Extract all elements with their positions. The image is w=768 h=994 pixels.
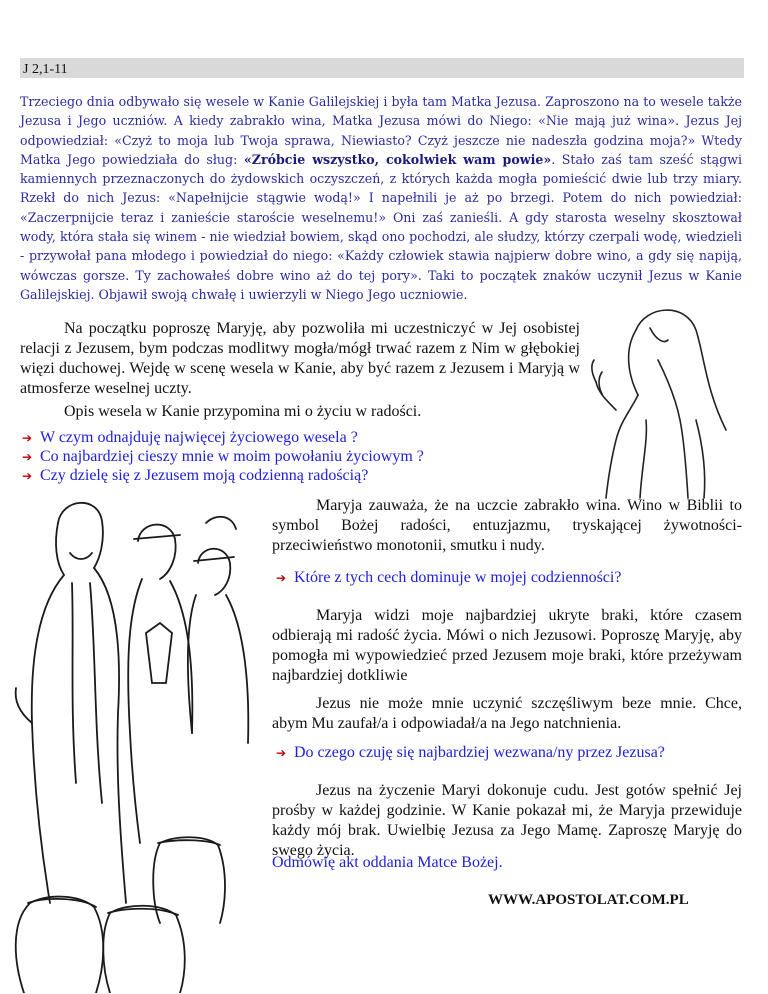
question-text: Co najbardziej cieszy mnie w moim powołaniu życiowym ? (40, 448, 424, 465)
daily-question-text: Które z tych cech dominuje w mojej codzienności? (294, 569, 622, 586)
lack-paragraph: Maryja widzi moje najbardziej ukryte braki, które czasem odbierają mi radość życia. Mówi o nich Jezusowi. Poproszę Maryję, aby pomogła mi wypowiedzieć przed Jezusem moje braki, które przeżywam najbardziej dotkliwie (272, 607, 742, 684)
happy-paragraph: Jezus nie może mnie uczynić szczęśliwym beze mnie. Chce, abym Mu zaufał/a i odpowiadał/a na Jego natchnienia. (272, 695, 742, 732)
wine-paragraph: Maryja zauważa, że na uczcie zabrakło wina. Wino w Biblii to symbol Bożej radości, entuzjazmu, tryskającej żywotności- przeciwieństwo monotonii, smutku i nudy. (272, 497, 742, 554)
call-question-text: Do czego czuję się najbardziej wezwana/ny przez Jezusa? (294, 744, 665, 761)
question-item (22, 428, 582, 447)
intro-paragraph: Na początku poproszę Maryję, aby pozwoliła mi uczestniczyć w Jej osobistej relacji z Jezusem, bym podczas modlitwy mogła/mógł trwać razem z Nim w głębokiej więzi duchowej. Wejdę w scenę wesela w Kanie, aby być razem z Jezusem i Maryją w atmosferze weselnej uczty. (20, 320, 580, 397)
scripture-reference: J 2,1-11 (23, 62, 68, 77)
miracle-paragraph: Jezus na życzenie Maryi dokonuje cudu. Jest gotów spełnić Jej prośby w każdej godzinie. W Kanie pokazał mi, że Maryja przewiduje każdy mój brak. Uwielbię Jezusa za Jego Mamę. Zaproszę Maryję do swego życia. (272, 782, 742, 859)
wedding-at-cana-illustration (10, 483, 270, 993)
praying-mary-illustration (576, 300, 746, 500)
arrow-right-icon: ➔ (276, 746, 287, 760)
gospel-emphasis: «Zróbcie wszystko, cokolwiek wam powie» (243, 151, 552, 167)
question-text: Czy dzielę się z Jezusem moją codzienną radością? (40, 467, 369, 484)
website-footer: WWW.APOSTOLAT.COM.PL (488, 892, 689, 908)
arrow-right-icon: ➔ (276, 571, 287, 585)
question-text: W czym odnajduję najwięcej życiowego wesela ? (40, 429, 358, 446)
question-item (22, 447, 582, 466)
daily-question (276, 568, 746, 588)
joy-paragraph: Opis wesela w Kanie przypomina mi o życiu w radości. (64, 403, 422, 420)
gospel-text-part2: . Stało zaś tam sześć stągwi kamiennych przeznaczonych do żydowskich oczyszczeń, z których każda mogła pomieścić dwie lub trzy miary. Rzekł do nich Jezus: «Napełnijcie stągwie wodą!» I napełnili je aż po brzegi. Potem do nich powiedział: «Zaczerpnijcie teraz i zanieście staroście weselnemu!» Oni zaś zanieśli. A gdy starosta weselny skosztował wody, która stała się winem - nie wiedział bowiem, skąd ono pochodzi, ale słudzy, którzy czerpali wodę, wiedzieli - przywołał pana młodego i powiedział do niego: «Każdy człowiek stawia najpierw dobre wino, a gdy się napiją, wówczas gorsze. Ty zachowałeś dobre wino aż do tej pory». Taki to początek znaków uczynił Jezus w Kanie Galilejskiej. Objawił swoją chwałę i uwierzyli w Niego Jego uczniowie. (20, 151, 742, 302)
question-list (22, 428, 582, 485)
gospel-passage (20, 92, 742, 304)
reference-bar (20, 58, 744, 78)
arrow-right-icon: ➔ (22, 469, 33, 483)
closing-line: Odmówię akt oddania Matce Bożej. (272, 854, 503, 871)
gospel-text-part1: Trzeciego dnia odbywało się wesele w Kanie Galilejskiej i była tam Matka Jezusa. Zaproszono na to wesele także Jezusa i Jego uczniów. A kiedy zabrakło wina, Matka Jezusa mówi do Niego: «Nie mają już wina». Jezus Jej odpowiedział: «Czyż to moja lub Twoja sprawa, Niewiasto? Czyż jeszcze nie nadeszła godzina moja?» Wtedy Matka Jego powiedziała do sług: (20, 94, 742, 167)
arrow-right-icon: ➔ (22, 450, 33, 464)
call-question (276, 743, 746, 763)
arrow-right-icon: ➔ (22, 431, 33, 445)
